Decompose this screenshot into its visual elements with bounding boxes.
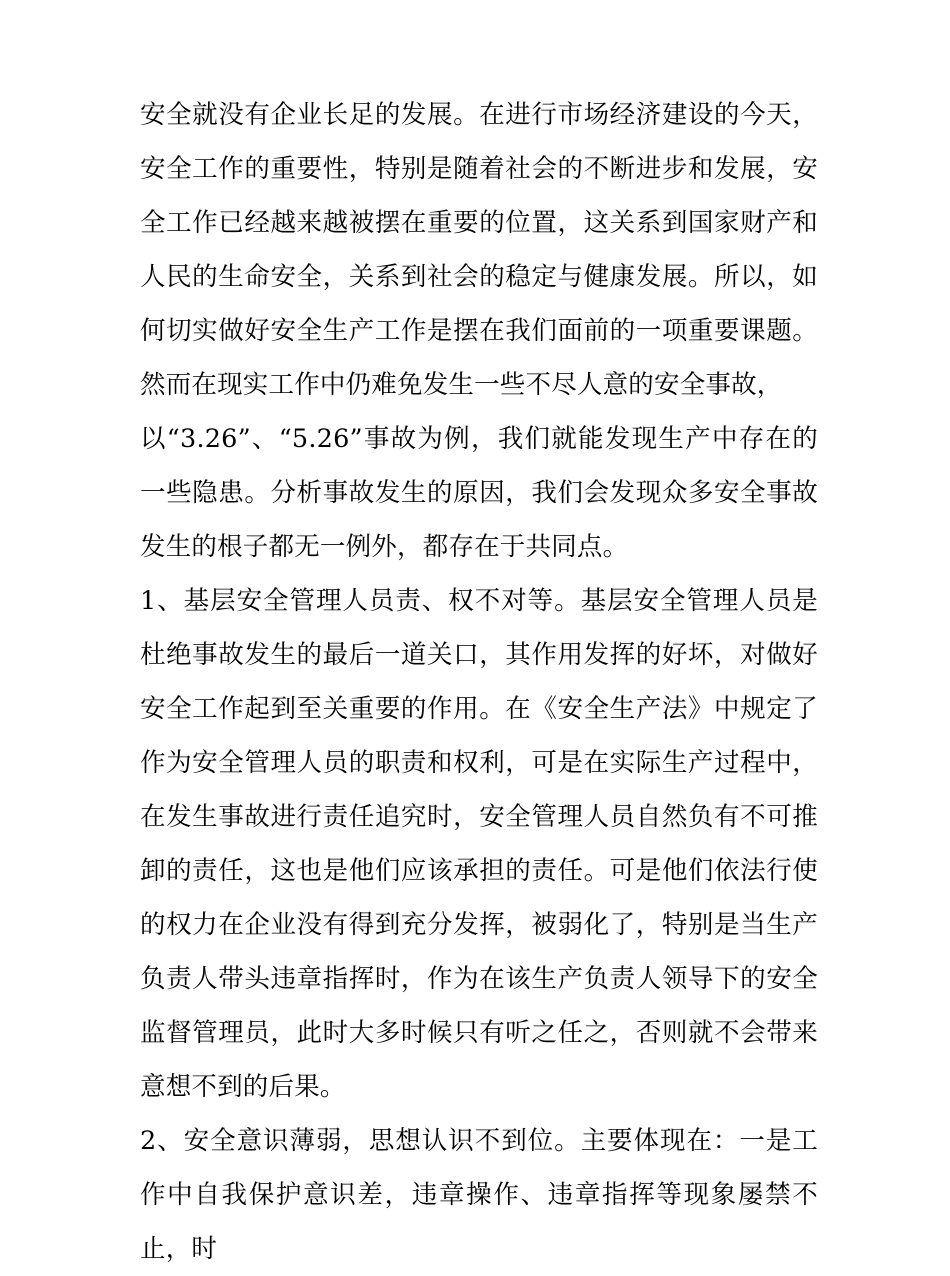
paragraph-1: 安全就没有企业长足的发展。在进行市场经济建设的今天，安全工作的重要性，特别是随着社会的不断进步和发展，安全工作已经越来越被摆在重要的位置，这关系到国家财产和人民的生命安全，关系到社会的稳定与健康发展。所以，如何切实做好安全生产工作是摆在我们面前的一项重要课题。然而在现实工作中仍难免发生一些不尽人意的安全事故，: [140, 100, 818, 400]
paragraph-3: 1、基层安全管理人员责、权不对等。基层安全管理人员是杜绝事故发生的最后一道关口，其作用发挥的好坏，对做好安全工作起到至关重要的作用。在《安全生产法》中规定了作为安全管理人员的职责和权利，可是在实际生产过程中，在发生事故进行责任追究时，安全管理人员自然负有不可推卸的责任，这也是他们应该承担的责任。可是他们依法行使的权力在企业没有得到充分发挥，被弱化了，特别是当生产负责人带头违章指挥时，作为在该生产负责人领导下的安全监督管理员，此时大多时候只有听之任之，否则就不会带来意想不到的后果。: [140, 586, 818, 1102]
paragraph-4: 2、安全意识薄弱，思想认识不到位。主要体现在：一是工作中自我保护意识差，违章操作、违章指挥等现象屡禁不止，时: [140, 1126, 818, 1264]
paragraph-2: 以“3.26”、“5.26”事故为例，我们就能发现生产中存在的一些隐患。分析事故发生的原因，我们会发现众多安全事故发生的根子都无一例外，都存在于共同点。: [140, 424, 818, 562]
document-body: [140, 88, 818, 1276]
